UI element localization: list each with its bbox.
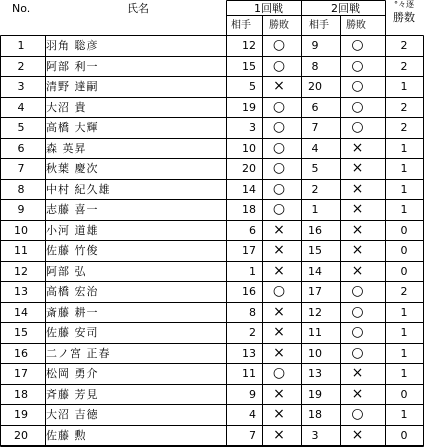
row-r2-opponent: 1 [311,203,319,216]
row-name: 清野 達嗣 [46,80,99,93]
row-wins: 1 [400,80,408,93]
header-r1-opponent: 相手 [231,20,251,31]
row-r2-result: × [351,222,364,238]
row-number: 17 [14,367,28,380]
row-number: 5 [17,121,25,134]
row-r1-opponent: 4 [249,408,256,421]
row-number: 2 [17,60,25,73]
row-wins: 1 [400,142,408,155]
row-name: 佐藤 勲 [46,429,87,442]
header-wins-top: °々逐 [394,0,414,9]
row-name: 志藤 喜一 [46,203,99,216]
row-number: 15 [14,326,28,339]
row-r2-opponent: 12 [308,306,322,319]
row-wins: 0 [400,388,408,401]
row-r2-result: × [351,242,364,258]
row-r2-result: ○ [351,78,364,94]
row-name: 松岡 勇介 [46,367,99,380]
row-number: 18 [14,388,28,401]
row-r1-opponent: 7 [249,429,256,442]
row-r2-result: ○ [351,406,364,422]
row-wins: 1 [400,306,408,319]
header-round-2: 2回戦 [331,2,360,15]
row-r2-result: ○ [351,37,364,53]
row-r2-opponent: 4 [311,142,319,155]
row-r2-opponent: 18 [308,408,322,421]
row-r2-opponent: 14 [308,265,322,278]
row-r1-result: ○ [272,160,286,176]
row-name: 佐藤 安司 [46,326,99,339]
row-r1-result: × [273,222,285,238]
row-wins: 0 [400,244,408,257]
row-r2-opponent: 5 [311,162,319,175]
row-wins: 2 [400,285,408,298]
row-wins: 2 [400,101,408,114]
row-name: 大沼 貴 [46,101,87,114]
row-number: 12 [14,265,28,278]
row-r2-opponent: 19 [308,388,322,401]
row-wins: 1 [400,347,408,360]
header-r1-result: 勝敗 [269,20,289,31]
row-r2-result: × [351,140,364,156]
row-r1-result: ○ [272,99,286,115]
row-name: 斉藤 芳見 [46,388,99,401]
row-number: 14 [14,306,28,319]
row-name: 中村 紀久雄 [46,183,111,196]
row-r1-opponent: 19 [242,101,256,114]
row-r2-opponent: 6 [311,101,319,114]
row-r1-opponent: 8 [249,306,256,319]
row-r2-result: ○ [351,324,364,340]
row-number: 20 [14,429,28,442]
header-name: 氏名 [127,2,149,15]
row-r1-opponent: 11 [242,367,256,380]
row-name: 高橋 宏治 [46,285,99,298]
row-r2-opponent: 2 [311,183,319,196]
row-number: 10 [14,224,28,237]
row-wins: 2 [400,60,408,73]
row-r1-result: × [273,427,285,443]
row-r1-result: × [273,263,285,279]
row-r1-result: × [273,324,285,340]
row-wins: 1 [400,162,408,175]
row-r1-result: × [273,386,285,402]
row-r2-result: × [351,263,364,279]
row-name: 阿部 弘 [46,265,87,278]
row-r1-result: ○ [272,119,286,135]
row-r1-opponent: 17 [242,244,256,257]
row-number: 1 [17,39,25,52]
row-r2-result: × [351,160,364,176]
row-r1-result: ○ [272,283,286,299]
row-name: 佐藤 竹俊 [46,244,99,257]
row-name: 大沼 吉徳 [46,408,99,421]
row-name: 小河 道雄 [46,224,99,237]
header-round-1: 1回戦 [254,2,283,15]
row-name: 阿部 利一 [46,60,99,73]
row-r1-result: ○ [272,365,286,381]
row-r1-opponent: 15 [242,60,256,73]
row-r1-opponent: 10 [242,142,256,155]
row-r1-opponent: 16 [242,285,256,298]
row-r1-result: × [273,345,285,361]
row-number: 16 [14,347,28,360]
row-r2-result: × [351,386,364,402]
row-r1-result: × [273,406,285,422]
row-wins: 1 [400,203,408,216]
row-r2-opponent: 9 [311,39,319,52]
row-r2-opponent: 8 [311,60,319,73]
row-r2-result: × [351,181,364,197]
row-name: 羽角 聡彦 [46,39,99,52]
row-number: 9 [17,203,25,216]
row-r1-opponent: 3 [249,121,256,134]
row-name: 森 英昇 [46,142,87,155]
row-r2-opponent: 20 [308,80,322,93]
row-wins: 0 [400,224,408,237]
row-number: 7 [17,162,25,175]
header-no: No. [12,2,31,15]
row-wins: 2 [400,39,408,52]
row-number: 6 [17,142,25,155]
row-number: 8 [17,183,25,196]
row-r1-result: × [273,242,285,258]
row-r2-result: ○ [351,58,364,74]
row-r1-opponent: 1 [249,265,256,278]
row-name: 二ノ宮 正春 [46,347,111,360]
row-r1-result: × [273,304,285,320]
row-r2-opponent: 10 [308,347,322,360]
row-name: 斎藤 耕一 [46,306,99,319]
row-r2-opponent: 16 [308,224,322,237]
row-r2-result: × [351,365,364,381]
row-r1-opponent: 2 [249,326,256,339]
row-wins: 0 [400,265,408,278]
row-r2-opponent: 11 [308,326,322,339]
row-r2-result: × [351,201,364,217]
row-wins: 1 [400,183,408,196]
row-r1-opponent: 12 [242,39,256,52]
row-r1-result: ○ [272,140,286,156]
row-r2-opponent: 15 [308,244,322,257]
row-r2-result: ○ [351,345,364,361]
row-number: 19 [14,408,28,421]
header-r2-opponent: 相手 [309,20,329,31]
row-wins: 0 [400,429,408,442]
row-r1-opponent: 5 [249,80,256,93]
header-wins: 勝数 [393,11,415,24]
header-r2-result: 勝敗 [346,20,366,31]
row-r1-opponent: 18 [242,203,256,216]
row-r1-result: ○ [272,37,286,53]
row-r1-opponent: 9 [249,388,256,401]
row-wins: 1 [400,367,408,380]
row-name: 秋葉 慶次 [46,162,99,175]
row-wins: 2 [400,121,408,134]
row-r2-result: ○ [351,119,364,135]
row-r1-opponent: 13 [242,347,256,360]
row-r1-result: ○ [272,181,286,197]
row-r1-opponent: 14 [242,183,256,196]
row-name: 高橋 大輝 [46,121,99,134]
row-r2-opponent: 17 [308,285,322,298]
row-r2-result: × [351,427,364,443]
row-r1-result: ○ [272,58,286,74]
row-r1-result: × [273,78,285,94]
row-r2-opponent: 7 [311,121,319,134]
row-wins: 1 [400,326,408,339]
row-r2-result: ○ [351,283,364,299]
row-number: 3 [17,80,25,93]
row-r2-opponent: 3 [311,429,319,442]
row-r2-result: ○ [351,304,364,320]
row-number: 13 [14,285,28,298]
row-r2-result: ○ [351,99,364,115]
row-r1-result: ○ [272,201,286,217]
row-wins: 1 [400,408,408,421]
row-r1-opponent: 6 [249,224,256,237]
row-number: 11 [14,244,28,257]
row-number: 4 [17,101,25,114]
row-r1-opponent: 20 [242,162,256,175]
row-r2-opponent: 13 [308,367,322,380]
